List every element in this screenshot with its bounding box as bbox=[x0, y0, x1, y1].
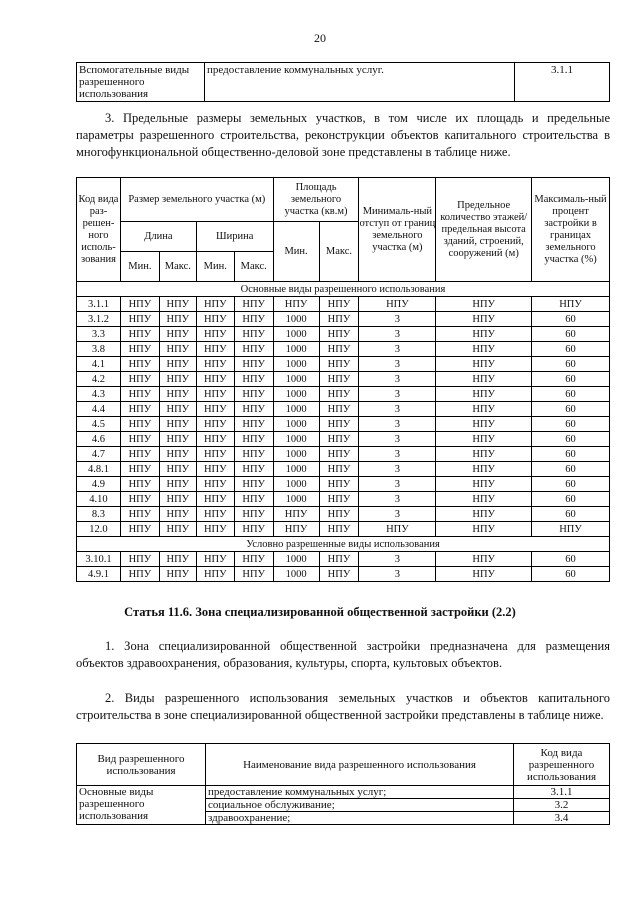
table-cell: НПУ bbox=[196, 327, 234, 342]
table-cell: 3 bbox=[359, 492, 436, 507]
table-row bbox=[77, 297, 610, 312]
table-cell: НПУ bbox=[436, 327, 532, 342]
table-cell: НПУ bbox=[319, 312, 359, 327]
header-area: Площадь земельного участка (кв.м) bbox=[273, 178, 359, 222]
parameters-table bbox=[76, 177, 610, 582]
row-code-cell: 4.6 bbox=[77, 432, 121, 447]
table-cell: 60 bbox=[532, 567, 610, 582]
row-code-cell: 4.4 bbox=[77, 402, 121, 417]
table-row bbox=[77, 507, 610, 522]
table-row bbox=[77, 552, 610, 567]
table-row bbox=[77, 477, 610, 492]
table-cell: 1000 bbox=[273, 312, 319, 327]
table-row bbox=[77, 462, 610, 477]
table-cell: НПУ bbox=[234, 477, 273, 492]
row-code-cell: 4.9.1 bbox=[77, 567, 121, 582]
table-cell: НПУ bbox=[196, 297, 234, 312]
table-row bbox=[77, 327, 610, 342]
table-cell: 1000 bbox=[273, 477, 319, 492]
table-cell: НПУ bbox=[120, 417, 159, 432]
table-cell: НПУ bbox=[273, 507, 319, 522]
row-code-cell: 12.0 bbox=[77, 522, 121, 537]
row-code-cell: 4.1 bbox=[77, 357, 121, 372]
table-cell: НПУ bbox=[159, 342, 196, 357]
table-cell: НПУ bbox=[159, 522, 196, 537]
table-cell: НПУ bbox=[196, 357, 234, 372]
table-cell: НПУ bbox=[120, 357, 159, 372]
table-cell: НПУ bbox=[159, 567, 196, 582]
table-row bbox=[77, 372, 610, 387]
table-cell: 60 bbox=[532, 372, 610, 387]
table-row bbox=[77, 786, 610, 799]
table-cell: НПУ bbox=[234, 297, 273, 312]
usage-group-cell: Вспомогательные виды разрешенного использования bbox=[77, 63, 205, 102]
table-cell: 3 bbox=[359, 372, 436, 387]
table-cell: 3 bbox=[359, 357, 436, 372]
table-cell: НПУ bbox=[120, 447, 159, 462]
table-cell: НПУ bbox=[159, 447, 196, 462]
table-cell: НПУ bbox=[436, 342, 532, 357]
table-cell: НПУ bbox=[196, 492, 234, 507]
header-width-max: Макс. bbox=[234, 252, 273, 282]
table-cell: 60 bbox=[532, 462, 610, 477]
table-cell: НПУ bbox=[234, 432, 273, 447]
table-cell: НПУ bbox=[120, 372, 159, 387]
row-code-cell: 3.1.1 bbox=[77, 297, 121, 312]
table-cell: НПУ bbox=[436, 297, 532, 312]
table-cell: НПУ bbox=[234, 387, 273, 402]
table-cell: 1000 bbox=[273, 327, 319, 342]
table-cell: НПУ bbox=[359, 297, 436, 312]
table-cell: 60 bbox=[532, 312, 610, 327]
table-cell: НПУ bbox=[234, 327, 273, 342]
table-cell: НПУ bbox=[159, 492, 196, 507]
header-area-max: Макс. bbox=[319, 222, 359, 282]
table-cell: НПУ bbox=[234, 507, 273, 522]
table-cell: НПУ bbox=[234, 402, 273, 417]
table-cell: 1000 bbox=[273, 552, 319, 567]
page-number: 20 bbox=[314, 31, 326, 45]
table-cell: НПУ bbox=[436, 402, 532, 417]
table-cell: НПУ bbox=[532, 297, 610, 312]
table-cell: НПУ bbox=[196, 387, 234, 402]
table-cell: НПУ bbox=[436, 312, 532, 327]
table-cell: НПУ bbox=[234, 567, 273, 582]
table-cell: 3 bbox=[359, 462, 436, 477]
table-cell: НПУ bbox=[120, 387, 159, 402]
table-cell: 3 bbox=[359, 387, 436, 402]
table-cell: 3 bbox=[359, 567, 436, 582]
header-area-min: Мин. bbox=[273, 222, 319, 282]
table-cell: 3 bbox=[359, 552, 436, 567]
table-cell: НПУ bbox=[120, 402, 159, 417]
table-cell: НПУ bbox=[319, 342, 359, 357]
table-cell: НПУ bbox=[234, 417, 273, 432]
table-cell: НПУ bbox=[436, 567, 532, 582]
table-cell: НПУ bbox=[120, 507, 159, 522]
table-cell: НПУ bbox=[159, 417, 196, 432]
row-code-cell: 4.3 bbox=[77, 387, 121, 402]
table-cell: НПУ bbox=[120, 342, 159, 357]
table-cell: НПУ bbox=[234, 372, 273, 387]
table-cell: НПУ bbox=[159, 552, 196, 567]
table-cell: НПУ bbox=[319, 477, 359, 492]
header-length: Длина bbox=[120, 222, 196, 252]
table-cell: НПУ bbox=[159, 387, 196, 402]
header-length-max: Макс. bbox=[159, 252, 196, 282]
table-cell: НПУ bbox=[319, 372, 359, 387]
table-cell: 3 bbox=[359, 402, 436, 417]
table-cell: НПУ bbox=[159, 372, 196, 387]
table-cell: НПУ bbox=[273, 297, 319, 312]
table-cell: НПУ bbox=[196, 507, 234, 522]
usage-name: социальное обслуживание; bbox=[206, 799, 514, 812]
table-cell: 1000 bbox=[273, 492, 319, 507]
table-cell: НПУ bbox=[196, 402, 234, 417]
paragraph-1: 1. Зона специализированной общественной застройки предназначена для размещения объектов здравоохранения, образования, культуры, спорта, культовых объектов. bbox=[76, 639, 610, 670]
table-cell: 3 bbox=[359, 507, 436, 522]
table-cell: 1000 bbox=[273, 417, 319, 432]
table-cell: НПУ bbox=[436, 387, 532, 402]
table-row bbox=[77, 357, 610, 372]
row-code-cell: 4.8.1 bbox=[77, 462, 121, 477]
table-cell: НПУ bbox=[159, 297, 196, 312]
table-cell: 3 bbox=[359, 417, 436, 432]
table-cell: НПУ bbox=[436, 447, 532, 462]
table-row bbox=[77, 447, 610, 462]
table-cell: НПУ bbox=[159, 312, 196, 327]
table-cell: НПУ bbox=[120, 462, 159, 477]
header-width-min: Мин. bbox=[196, 252, 234, 282]
table-cell: НПУ bbox=[196, 447, 234, 462]
usage-code: 3.1.1 bbox=[514, 786, 610, 799]
table-cell: НПУ bbox=[120, 492, 159, 507]
usage-name: здравоохранение; bbox=[206, 812, 514, 825]
table-cell: НПУ bbox=[319, 462, 359, 477]
row-code-cell: 4.9 bbox=[77, 477, 121, 492]
header-usage-code: Код вида разрешенного использования bbox=[514, 744, 610, 786]
table-cell: НПУ bbox=[196, 552, 234, 567]
table-cell: НПУ bbox=[196, 312, 234, 327]
table-cell: НПУ bbox=[196, 522, 234, 537]
table-cell: НПУ bbox=[436, 357, 532, 372]
table-cell: 60 bbox=[532, 447, 610, 462]
table-cell: 60 bbox=[532, 387, 610, 402]
table-cell: НПУ bbox=[436, 372, 532, 387]
table-cell: НПУ bbox=[159, 477, 196, 492]
row-code-cell: 4.5 bbox=[77, 417, 121, 432]
table-row bbox=[77, 387, 610, 402]
table-cell: 60 bbox=[532, 507, 610, 522]
usage-code: 3.2 bbox=[514, 799, 610, 812]
header-floors: Предельное количество этажей/ предельная высота зданий, строений, сооружений (м) bbox=[436, 178, 532, 282]
table-cell: НПУ bbox=[319, 492, 359, 507]
paragraph-2: 2. Виды разрешенного использования земельных участков и объектов капитального строительства в зоне специализированной общественной застройки представлены в таблице ниже. bbox=[76, 691, 610, 722]
row-code-cell: 4.10 bbox=[77, 492, 121, 507]
article-heading: Статья 11.6. Зона специализированной общественной застройки (2.2) bbox=[124, 605, 516, 619]
table-row bbox=[77, 342, 610, 357]
table-row bbox=[77, 567, 610, 582]
table-cell: НПУ bbox=[120, 477, 159, 492]
table-cell: НПУ bbox=[436, 492, 532, 507]
header-coverage: Максималь-ный процент застройки в границах земельного участка (%) bbox=[532, 178, 610, 282]
table-cell: НПУ bbox=[196, 567, 234, 582]
table-cell: НПУ bbox=[436, 462, 532, 477]
table-cell: 1000 bbox=[273, 387, 319, 402]
table-cell: 1000 bbox=[273, 567, 319, 582]
table-cell: НПУ bbox=[159, 402, 196, 417]
table-row bbox=[77, 492, 610, 507]
table-cell: НПУ bbox=[159, 357, 196, 372]
header-usage-name: Наименование вида разрешенного использования bbox=[206, 744, 514, 786]
table-cell: НПУ bbox=[120, 552, 159, 567]
table-cell: 3 bbox=[359, 447, 436, 462]
table-cell: 1000 bbox=[273, 432, 319, 447]
table-cell: НПУ bbox=[234, 342, 273, 357]
table-cell: НПУ bbox=[196, 342, 234, 357]
table-row bbox=[77, 402, 610, 417]
table-row bbox=[77, 522, 610, 537]
usage-types-table bbox=[76, 743, 610, 825]
table-cell: 60 bbox=[532, 477, 610, 492]
table-cell: 60 bbox=[532, 432, 610, 447]
table-cell: 60 bbox=[532, 342, 610, 357]
table-cell: НПУ bbox=[120, 312, 159, 327]
table-cell: НПУ bbox=[319, 417, 359, 432]
table-cell: НПУ bbox=[319, 522, 359, 537]
table-cell: НПУ bbox=[159, 462, 196, 477]
table-cell: 3 bbox=[359, 342, 436, 357]
table-row bbox=[77, 63, 610, 102]
paragraph-3: 3. Предельные размеры земельных участков, в том числе их площадь и предельные параметры разрешенного строительства, реконструкции объектов капитального строительства в многофункциональной общественно-деловой зоне представлены в таблице ниже. bbox=[76, 111, 610, 159]
table-cell: 1000 bbox=[273, 372, 319, 387]
table-cell: 60 bbox=[532, 357, 610, 372]
table-cell: НПУ bbox=[234, 462, 273, 477]
table-cell: НПУ bbox=[196, 462, 234, 477]
table-cell: НПУ bbox=[319, 432, 359, 447]
header-size: Размер земельного участка (м) bbox=[120, 178, 273, 222]
header-width: Ширина bbox=[196, 222, 273, 252]
table-cell: НПУ bbox=[436, 417, 532, 432]
row-code-cell: 4.2 bbox=[77, 372, 121, 387]
table-cell: НПУ bbox=[319, 327, 359, 342]
top-usage-table bbox=[76, 62, 610, 102]
table-cell: НПУ bbox=[319, 507, 359, 522]
row-code-cell: 4.7 bbox=[77, 447, 121, 462]
header-length-min: Мин. bbox=[120, 252, 159, 282]
table-cell: 3 bbox=[359, 432, 436, 447]
table-cell: НПУ bbox=[319, 402, 359, 417]
table-cell: НПУ bbox=[196, 372, 234, 387]
row-code-cell: 3.1.2 bbox=[77, 312, 121, 327]
table-cell: НПУ bbox=[234, 357, 273, 372]
row-code-cell: 3.3 bbox=[77, 327, 121, 342]
table-cell: 60 bbox=[532, 402, 610, 417]
table-cell: НПУ bbox=[319, 387, 359, 402]
table-cell: 3 bbox=[359, 327, 436, 342]
table-cell: НПУ bbox=[120, 297, 159, 312]
table-cell: НПУ bbox=[196, 432, 234, 447]
section-main-title: Основные виды разрешенного использования bbox=[77, 282, 610, 297]
table-cell: НПУ bbox=[234, 492, 273, 507]
table-cell: НПУ bbox=[319, 447, 359, 462]
table-cell: НПУ bbox=[319, 567, 359, 582]
table-cell: НПУ bbox=[273, 522, 319, 537]
table-cell: НПУ bbox=[120, 567, 159, 582]
header-setback: Минималь-ный отступ от границ земельного участка (м) bbox=[359, 178, 436, 282]
table-cell: 1000 bbox=[273, 447, 319, 462]
header-code: Код вида раз-решен-ного исполь-зования bbox=[77, 178, 121, 282]
table-cell: НПУ bbox=[196, 477, 234, 492]
table-cell: 1000 bbox=[273, 402, 319, 417]
table-cell: НПУ bbox=[234, 522, 273, 537]
table-cell: НПУ bbox=[196, 417, 234, 432]
table-cell: 1000 bbox=[273, 357, 319, 372]
table-cell: НПУ bbox=[436, 432, 532, 447]
usage-code: 3.4 bbox=[514, 812, 610, 825]
table-row bbox=[77, 432, 610, 447]
table-cell: НПУ bbox=[120, 327, 159, 342]
table-cell: НПУ bbox=[319, 297, 359, 312]
table-cell: НПУ bbox=[436, 552, 532, 567]
table-cell: НПУ bbox=[159, 432, 196, 447]
table-cell: НПУ bbox=[234, 552, 273, 567]
usage-group-label: Основные виды разрешенного использования bbox=[77, 786, 206, 825]
usage-name: предоставление коммунальных услуг; bbox=[206, 786, 514, 799]
usage-name-cell: предоставление коммунальных услуг. bbox=[205, 63, 515, 102]
table-cell: 60 bbox=[532, 492, 610, 507]
table-cell: НПУ bbox=[159, 507, 196, 522]
table-cell: 60 bbox=[532, 552, 610, 567]
table-cell: НПУ bbox=[234, 447, 273, 462]
table-cell: НПУ bbox=[120, 432, 159, 447]
section-conditional-title: Условно разрешенные виды использования bbox=[77, 537, 610, 552]
table-cell: НПУ bbox=[319, 552, 359, 567]
usage-code-cell: 3.1.1 bbox=[515, 63, 610, 102]
table-cell: НПУ bbox=[436, 477, 532, 492]
table-cell: НПУ bbox=[234, 312, 273, 327]
table-cell: 60 bbox=[532, 417, 610, 432]
table-cell: НПУ bbox=[532, 522, 610, 537]
row-code-cell: 8.3 bbox=[77, 507, 121, 522]
table-cell: 3 bbox=[359, 312, 436, 327]
table-cell: 3 bbox=[359, 477, 436, 492]
table-cell: НПУ bbox=[436, 507, 532, 522]
table-cell: 60 bbox=[532, 327, 610, 342]
table-cell: НПУ bbox=[436, 522, 532, 537]
table-row bbox=[77, 312, 610, 327]
row-code-cell: 3.8 bbox=[77, 342, 121, 357]
table-cell: НПУ bbox=[159, 327, 196, 342]
row-code-cell: 3.10.1 bbox=[77, 552, 121, 567]
header-usage-group: Вид разрешенного использования bbox=[77, 744, 206, 786]
table-cell: НПУ bbox=[359, 522, 436, 537]
table-cell: НПУ bbox=[120, 522, 159, 537]
table-cell: 1000 bbox=[273, 342, 319, 357]
table-row bbox=[77, 417, 610, 432]
table-cell: НПУ bbox=[319, 357, 359, 372]
table-cell: 1000 bbox=[273, 462, 319, 477]
